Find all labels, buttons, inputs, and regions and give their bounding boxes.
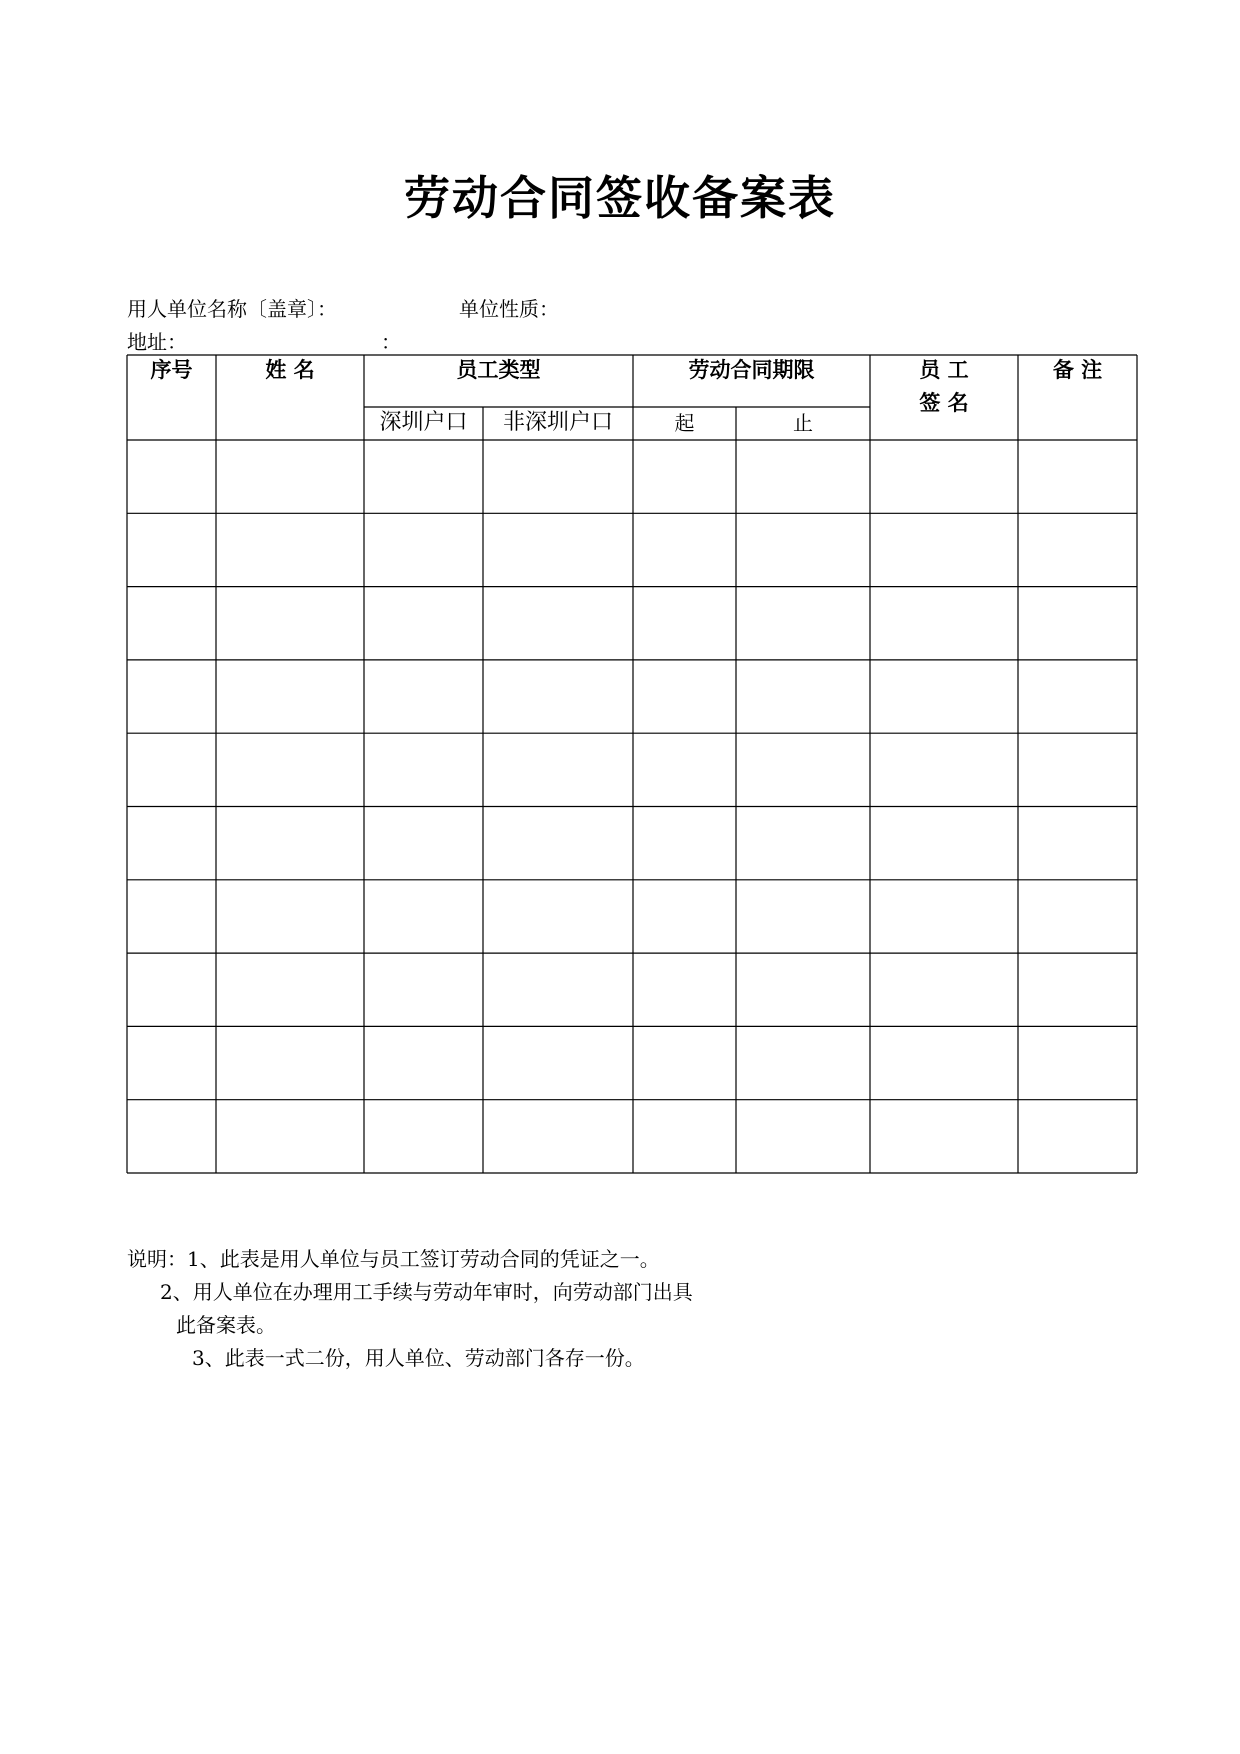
table-cell [870, 660, 1018, 733]
table-cell [1018, 807, 1137, 880]
header-contract-term: 劳动合同期限 [688, 358, 815, 382]
table-cell [483, 733, 633, 806]
table-cell [483, 660, 633, 733]
table-cell [870, 1100, 1018, 1173]
table-cell [870, 587, 1018, 660]
address-colon: ： [381, 330, 401, 354]
subheader-start: 起 [674, 411, 695, 435]
table-cell [1018, 587, 1137, 660]
header-employee-type: 员工类型 [456, 358, 541, 382]
table-cell [633, 587, 736, 660]
table-cell [870, 733, 1018, 806]
table-cell [736, 440, 870, 513]
table-cell [364, 880, 483, 953]
table-cell [216, 1100, 364, 1173]
table-cell [127, 880, 216, 953]
table-cell [870, 807, 1018, 880]
table-cell [364, 733, 483, 806]
table-cell [483, 880, 633, 953]
table-cell [216, 660, 364, 733]
table-cell [216, 733, 364, 806]
header-seq: 序号 [150, 358, 193, 382]
table-cell [127, 587, 216, 660]
table-cell [364, 513, 483, 586]
table-cell [216, 953, 364, 1026]
table-cell [483, 1026, 633, 1099]
employer-name-label: 用人单位名称〔盖章〕： [127, 297, 337, 321]
table-cell [870, 513, 1018, 586]
table-cell [1018, 1026, 1137, 1099]
table-cell [364, 953, 483, 1026]
table-cell [736, 1026, 870, 1099]
table-cell [216, 587, 364, 660]
table-cell [127, 1026, 216, 1099]
table-cell [1018, 953, 1137, 1026]
table-cell [216, 513, 364, 586]
table-cell [483, 1100, 633, 1173]
header-signature-line1: 员 工 [919, 358, 969, 382]
table-cell [364, 1100, 483, 1173]
table-cell [870, 1026, 1018, 1099]
table-cell [127, 660, 216, 733]
header-signature-line2: 签 名 [919, 391, 969, 415]
table-cell [736, 953, 870, 1026]
table-cell [1018, 513, 1137, 586]
table-cell [736, 807, 870, 880]
table-cell [1018, 733, 1137, 806]
table-cell [364, 587, 483, 660]
subheader-end: 止 [793, 411, 813, 435]
table-cell [483, 587, 633, 660]
table-cell [633, 807, 736, 880]
table-cell [633, 440, 736, 513]
table-cell [127, 440, 216, 513]
table-cell [364, 440, 483, 513]
table-cell [633, 733, 736, 806]
subheader-shenzhen-hukou: 深圳户口 [379, 410, 468, 435]
table-cell [633, 1100, 736, 1173]
table-cell [1018, 440, 1137, 513]
table-cell [127, 807, 216, 880]
table-cell [736, 733, 870, 806]
table-cell [870, 440, 1018, 513]
table-cell [736, 1100, 870, 1173]
address-label: 地址： [127, 330, 187, 354]
page-title: 劳动合同签收备案表 [404, 171, 836, 225]
note-line-2: 2、用人单位在办理用工手续与劳动年审时，向劳动部门出具 [160, 1280, 693, 1304]
header-remarks: 备 注 [1052, 358, 1103, 382]
note-line-4: 3、此表一式二份，用人单位、劳动部门各存一份。 [192, 1346, 645, 1370]
unit-nature-label: 单位性质： [459, 297, 559, 321]
table-cell [216, 807, 364, 880]
table-cell [127, 733, 216, 806]
table-cell [216, 880, 364, 953]
table-cell [633, 1026, 736, 1099]
table-cell [216, 1026, 364, 1099]
subheader-non-shenzhen-hukou: 非深圳户口 [502, 410, 613, 435]
table-cell [736, 880, 870, 953]
note-line-3: 此备案表。 [176, 1313, 276, 1337]
table-cell [127, 513, 216, 586]
table-cell [364, 1026, 483, 1099]
table-cell [633, 953, 736, 1026]
table-cell [127, 953, 216, 1026]
table-cell [870, 953, 1018, 1026]
table-cell [870, 880, 1018, 953]
note-line-1: 说明：1、此表是用人单位与员工签订劳动合同的凭证之一。 [127, 1247, 660, 1271]
table-cell [1018, 1100, 1137, 1173]
table-cell [483, 440, 633, 513]
table-cell [483, 807, 633, 880]
table-cell [127, 1100, 216, 1173]
table-cell [216, 440, 364, 513]
table-cell [364, 660, 483, 733]
table-cell [736, 660, 870, 733]
table-cell [633, 880, 736, 953]
table-cell [633, 513, 736, 586]
table-cell [736, 513, 870, 586]
table-cell [364, 807, 483, 880]
table-cell [483, 953, 633, 1026]
table-cell [633, 660, 736, 733]
table-cell [483, 513, 633, 586]
header-name: 姓 名 [265, 358, 315, 382]
table-cell [736, 587, 870, 660]
table-cell [1018, 880, 1137, 953]
table-cell [1018, 660, 1137, 733]
